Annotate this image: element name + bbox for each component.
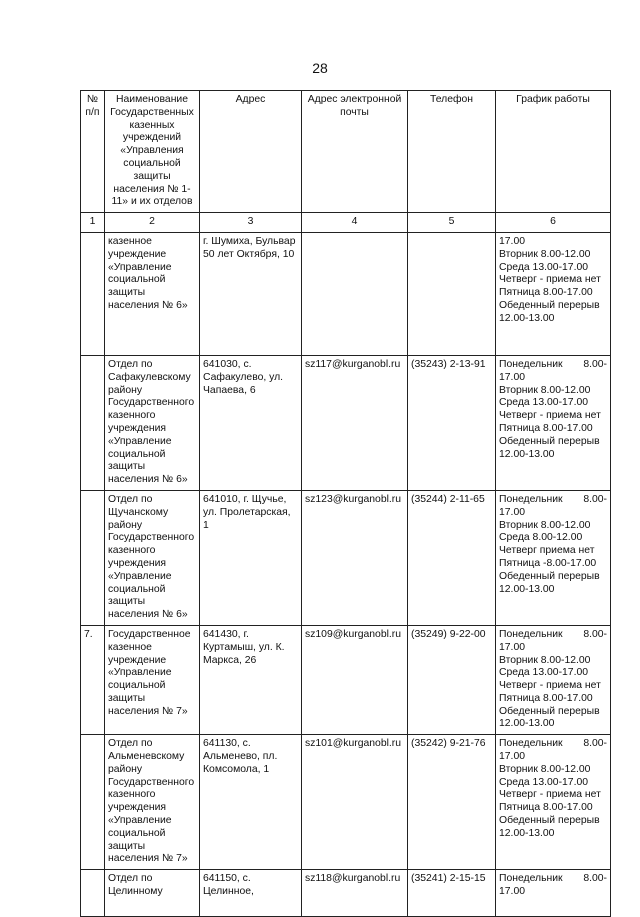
schedule-rest: Вторник 8.00-12.00 Среда 13.00-17.00 Четверг - приема нет Пятница 8.00-17.00 Обеденный перерыв 12.00-13.00: [499, 248, 601, 324]
schedule-rest: 17.00 Вторник 8.00-12.00 Среда 13.00-17.00 Четверг - приема нет Пятница 8.00-17.00 Обеденный перерыв 12.00-13.00: [499, 371, 601, 460]
row-phone: (35249) 9-22-00: [408, 625, 496, 734]
column-number: 3: [200, 213, 302, 233]
row-schedule: [496, 735, 611, 870]
row-name: Отдел по Альменевскому району Государственного казенного учреждения «Управление социальной защиты населения № 7»: [105, 735, 200, 870]
schedule-rest: 17.00: [499, 886, 526, 898]
row-name: казенное учреждение «Управление социальной защиты населения № 6»: [105, 232, 200, 355]
table-row: [81, 735, 611, 870]
schedule-rest: 17.00 Вторник 8.00-12.00 Среда 8.00-12.00 Четверг приема нет Пятница -8.00-17.00 Обеденный перерыв 12.00-13.00: [499, 506, 600, 595]
row-num: [81, 355, 105, 490]
row-address: 641150, с. Целинное,: [200, 870, 302, 917]
row-num: [81, 870, 105, 917]
row-schedule: [496, 490, 611, 625]
row-address: г. Шумиха, Бульвар 50 лет Октября, 10: [200, 232, 302, 355]
row-phone: (35241) 2-15-15: [408, 870, 496, 917]
column-number-row: [81, 213, 611, 233]
header-schedule: График работы: [496, 91, 611, 213]
column-number: 1: [81, 213, 105, 233]
row-email: sz123@kurganobl.ru: [302, 490, 408, 625]
row-schedule: [496, 355, 611, 490]
row-address: 641130, с. Альменево, пл. Комсомола, 1: [200, 735, 302, 870]
table-row: [81, 625, 611, 734]
table-row: [81, 355, 611, 490]
column-number: 5: [408, 213, 496, 233]
row-num: [81, 735, 105, 870]
schedule-rest: 17.00 Вторник 8.00-12.00 Среда 13.00-17.00 Четверг - приема нет Пятница 8.00-17.00 Обеденный перерыв 12.00-13.00: [499, 641, 601, 730]
row-name: Отдел по Щучанскому району Государственного казенного учреждения «Управление социальной защиты населения № 6»: [105, 490, 200, 625]
header-name: Наименование Государственных казенных учреждений «Управления социальной защиты населения № 1-11» и их отделов: [105, 91, 200, 213]
table-row: [81, 870, 611, 917]
schedule-first: Понедельник: [499, 873, 563, 885]
row-num: [81, 232, 105, 355]
header-address: Адрес: [200, 91, 302, 213]
schedule-first-time: 8.00-: [583, 628, 607, 640]
row-phone: [408, 232, 496, 355]
row-name: Отдел по Сафакулевскому району Государственного казенного учреждения «Управление социальной защиты населения № 6»: [105, 355, 200, 490]
schedule-first-time: 8.00-: [583, 358, 607, 370]
row-name: Государственное казенное учреждение «Управление социальной защиты населения № 7»: [105, 625, 200, 734]
row-schedule: [496, 625, 611, 734]
row-phone: (35242) 9-21-76: [408, 735, 496, 870]
schedule-first: Понедельник: [499, 628, 563, 640]
row-phone: (35244) 2-11-65: [408, 490, 496, 625]
row-email: sz118@kurganobl.ru: [302, 870, 408, 917]
row-name: Отдел по Целинному: [105, 870, 200, 917]
row-address: 641010, г. Щучье, ул. Пролетарская, 1: [200, 490, 302, 625]
table-row: [81, 232, 611, 355]
header-email: Адрес электронной почты: [302, 91, 408, 213]
column-number: 4: [302, 213, 408, 233]
schedule-first: Понедельник: [499, 738, 563, 750]
row-address: 641430, г. Куртамыш, ул. К. Маркса, 26: [200, 625, 302, 734]
schedule-rest: 17.00 Вторник 8.00-12.00 Среда 13.00-17.00 Четверг - приема нет Пятница 8.00-17.00 Обеденный перерыв 12.00-13.00: [499, 751, 601, 839]
header-phone: Телефон: [408, 91, 496, 213]
header-row: [81, 91, 611, 213]
row-num: 7.: [81, 625, 105, 734]
row-num: [81, 490, 105, 625]
column-number: 6: [496, 213, 611, 233]
schedule-first: Понедельник: [499, 493, 563, 505]
row-address: 641030, с. Сафакулево, ул. Чапаева, 6: [200, 355, 302, 490]
schedule-first-time: 8.00-: [583, 873, 607, 885]
row-email: [302, 232, 408, 355]
schedule-first-time: 8.00-: [583, 493, 607, 505]
row-email: sz101@kurganobl.ru: [302, 735, 408, 870]
schedule-first: 17.00: [499, 235, 526, 247]
page-number: 28: [312, 60, 328, 76]
row-schedule: [496, 232, 611, 355]
row-email: sz117@kurganobl.ru: [302, 355, 408, 490]
institutions-table: [80, 90, 611, 917]
table-row: [81, 490, 611, 625]
schedule-first: Понедельник: [499, 358, 563, 370]
row-phone: (35243) 2-13-91: [408, 355, 496, 490]
row-email: sz109@kurganobl.ru: [302, 625, 408, 734]
column-number: 2: [105, 213, 200, 233]
header-num: № п/п: [81, 91, 105, 213]
row-schedule: [496, 870, 611, 917]
schedule-first-time: 8.00-: [583, 738, 607, 750]
